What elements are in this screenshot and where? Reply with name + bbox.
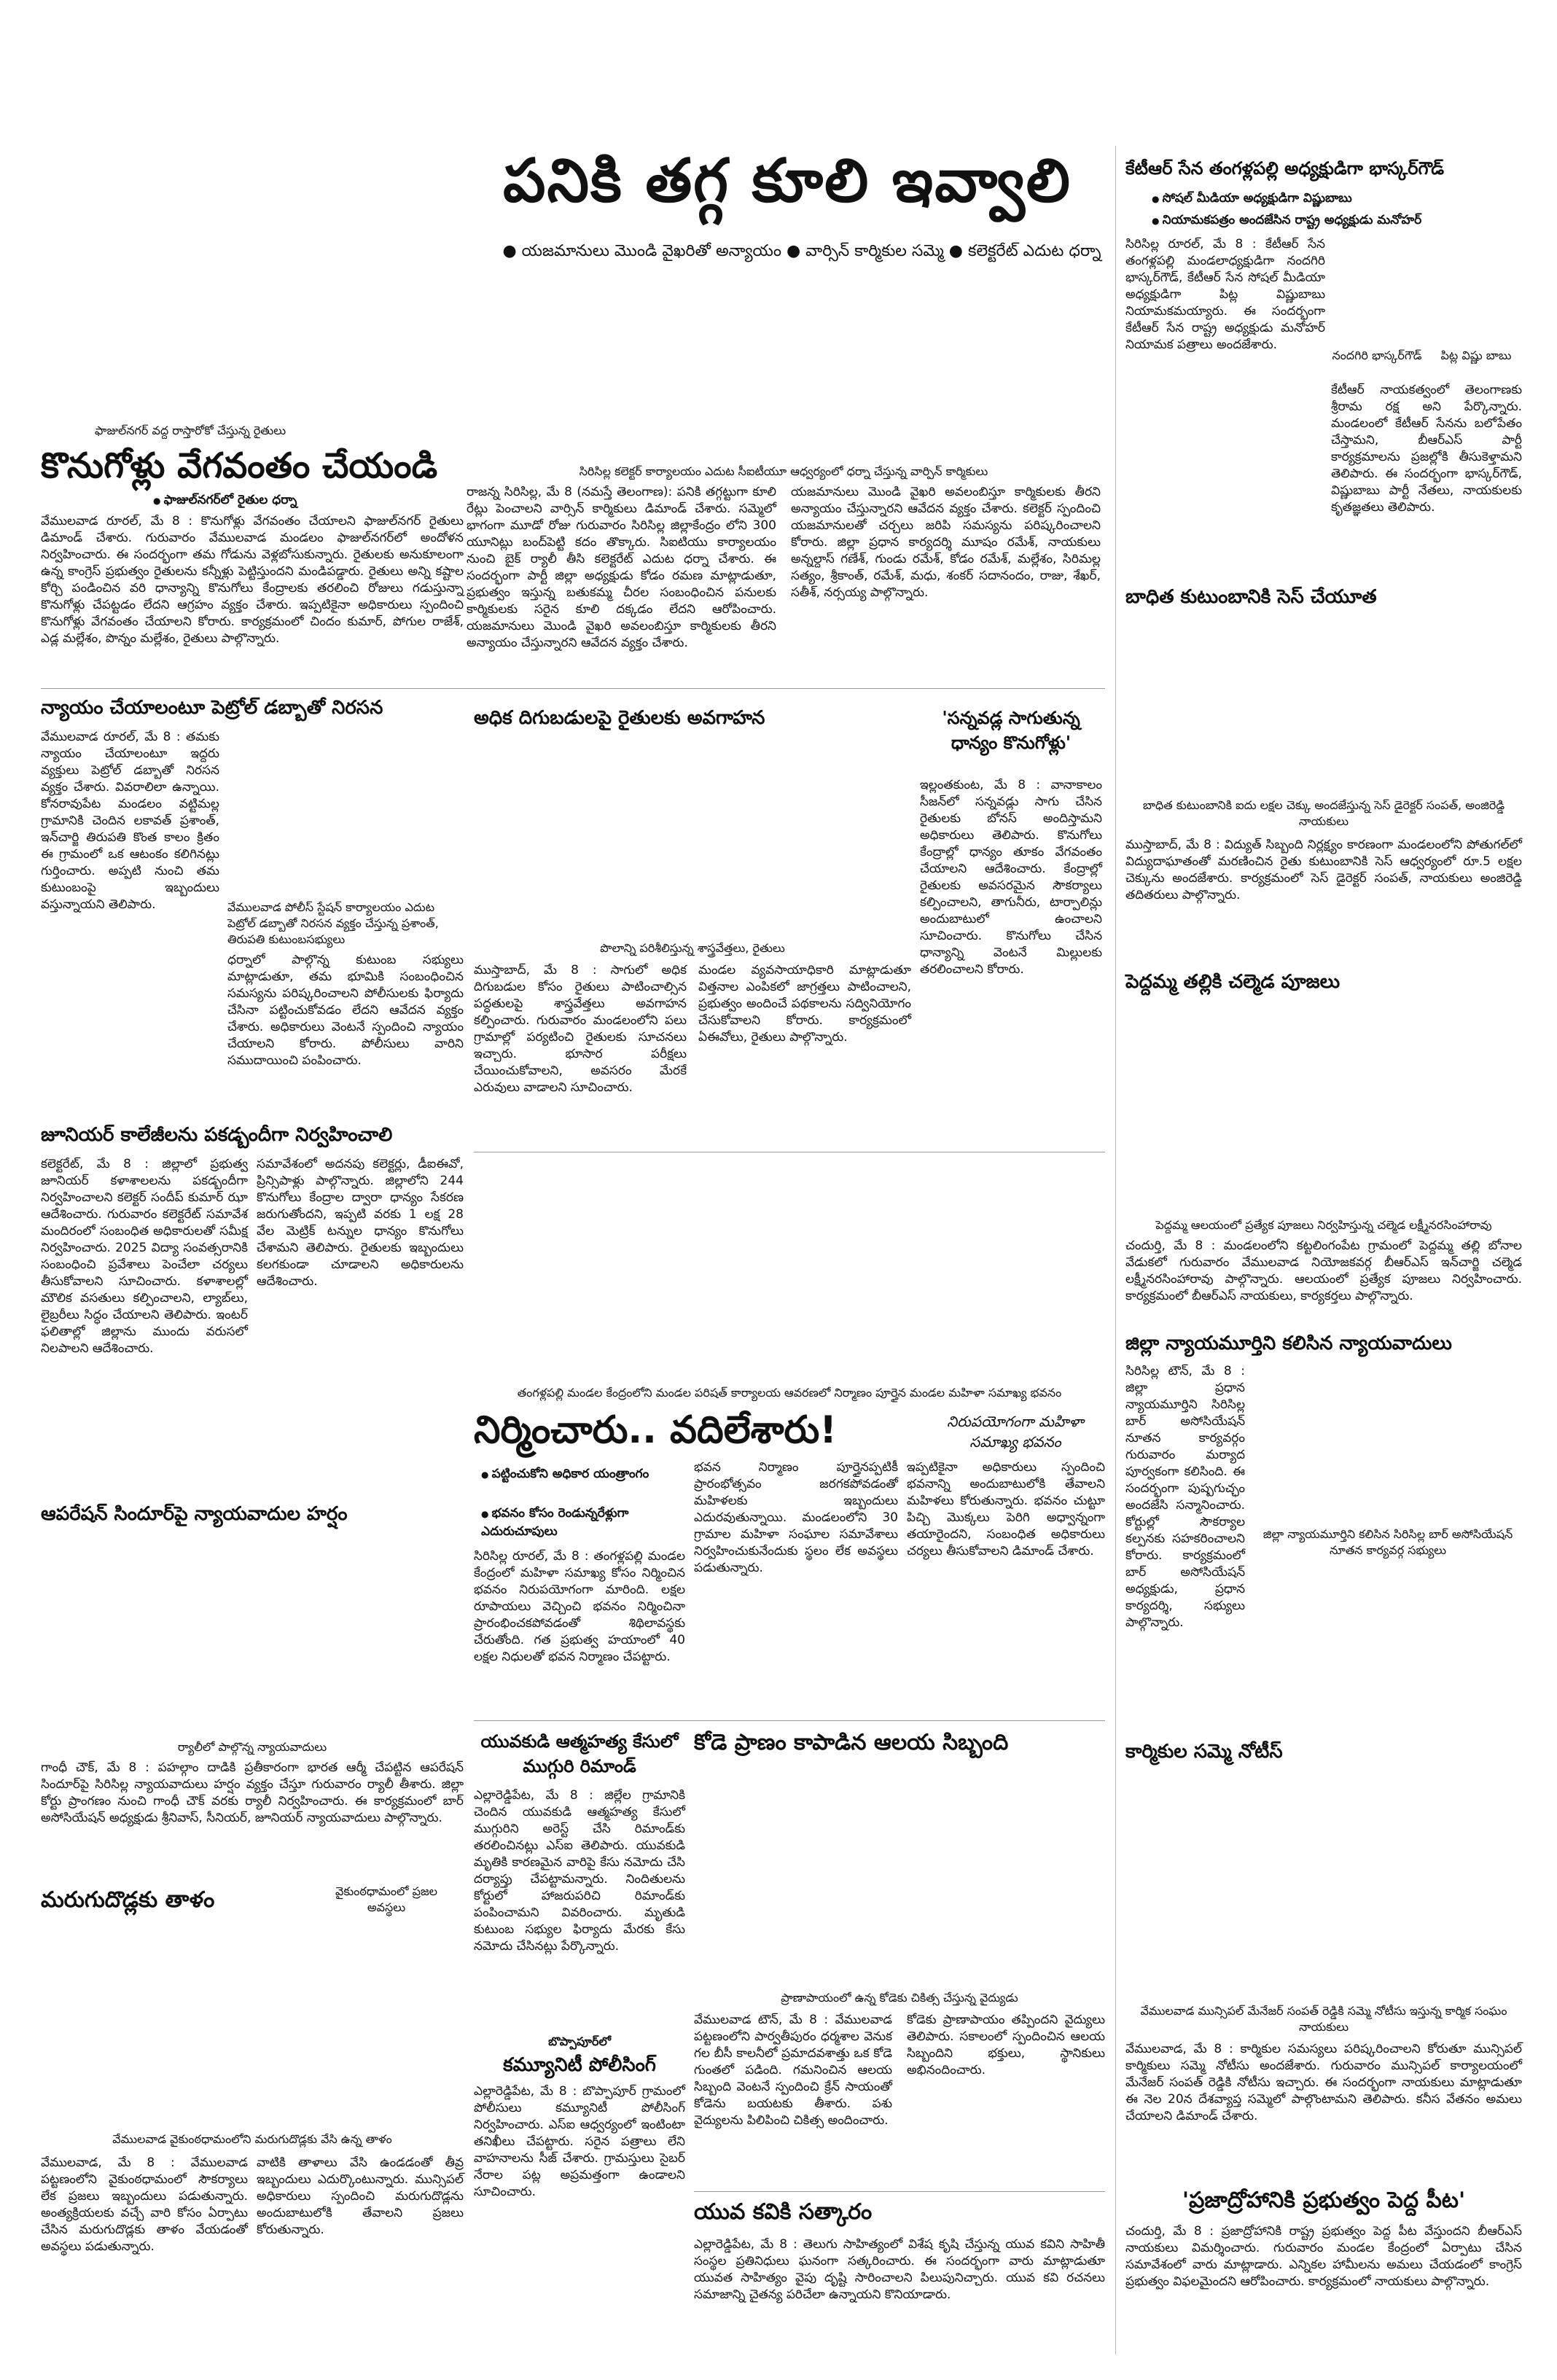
jilla-headline: జిల్లా న్యాయమూర్తిని కలిసిన న్యాయవాదులు bbox=[1125, 1333, 1452, 1354]
adhika-body-left: ముస్తాబాద్, మే 8 : సాగులో అధిక దిగుబడుల కోసం రైతులు పాటించాల్సిన పద్ధతులపై శాస్త్రవేత్తలు అవగాహన కల్పించారు. గురువారం మండలంలోని పలు గ్రామాల్లో పర్యటించి రైతులకు సూచనలు ఇచ్చారు. భూసార పరీక్షలు చేయించుకోవాలని, అవసరం మేరకే ఎరువులు వాడాలని సూచించారు. bbox=[474, 963, 687, 1095]
ktr-bullet-2-text: ● నియామకపత్రం అందజేసిన రాష్ట్ర అధ్యక్షుడు మనోహర్ bbox=[1152, 213, 1421, 227]
marugu-body-right: వాటికి తాళాలు వేసి ఉండడంతో తీవ్ర ఇబ్బందులు ఎదుర్కొంటున్నారు. మున్సిపల్ అధికారులు స్పందించి మరుగుదొడ్లను అందుబాటులోకి తేవాలని ప్రజలు కోరుతున్నారు. bbox=[257, 2155, 464, 2237]
lead-headline: పనికి తగ్గ కూలి ఇవ్వాలి bbox=[503, 146, 1072, 216]
konugollu-kicker: ఫాజుల్‌నగర్‌ వద్ద రాస్తారోకో చేస్తున్న రైతులు bbox=[95, 424, 286, 437]
karmikula-photo-caption: వేములవాడ మున్సిపల్ మేనేజర్ సంపత్ రెడ్డికి సమ్మె నోటీసు ఇస్తున్న కార్మిక సంఘం నాయకులు bbox=[1140, 2004, 1507, 2034]
kode-photo-caption: ప్రాణాపాయంలో ఉన్న కోడెకు చికిత్స చేస్తున్న వైద్యుడు bbox=[781, 1991, 1018, 2005]
ktr-headline: కేటీఆర్ సేన తంగళ్లపల్లి అధ్యక్షుడిగా భాస్కర్‌గౌడ్ bbox=[1125, 158, 1445, 179]
konugollu-headline: కొనుగోళ్లు వేగవంతం చేయండి bbox=[41, 445, 438, 486]
prajadoha-headline: 'ప్రజాద్రోహానికి ప్రభుత్వం పెద్ద పీట' bbox=[1182, 2188, 1466, 2213]
lead-body-right: యజమానులు మొండి వైఖరి అవలంబిస్తూ కార్మికులకు తీరని అన్యాయం చేస్తున్నారని ఆవేదన వ్యక్తం చేశారు. కలెక్టర్ స్పందించి యజమానులతో చర్చలు జరిపి సమస్యను పరిష్కరించాలని కోరారు. జిల్లా ప్రధాన కార్యదర్శి మూషం రమేశ్, నాయకులు అన్నల్దాస్ గణేశ్, గుండు రమేశ్, కోడం రమేశ్, మల్లేశం, సిరిమల్ల సత్యం, శ్రీకాంత్, రమేశ్, మధు, శంకర్ సదానందం, రాజు, శేఖర్, సతీశ్, నర్సయ్య పాల్గొన్నారు. bbox=[791, 485, 1101, 600]
sindoor-headline: ఆపరేషన్ సిందూర్‌పై న్యాయవాదుల హర్షం bbox=[41, 1503, 348, 1525]
konugollu-body: వేములవాడ రూరల్, మే 8 : కొనుగోళ్లు వేగవంతం చేయాలని ఫాజుల్‌నగర్ రైతులు డిమాండ్ చేశారు. గురువారం వేములవాడ మండలం ఫాజుల్‌నగర్‌లో అందోళన నిర్వహించారు. ఈ సందర్భంగా తమ గోడును వెళ్లబోసుకున్నారు. రైతులకు అనుకూలంగా ఉన్న కాంగ్రెస్ ప్రభుత్వం రైతులను కన్నీళ్లు పెట్టిస్తుందని మండిపడ్డారు. రైతులు అన్ని కష్టాల కోర్చి పండించిన వరి ధాన్యాన్ని కొనుగోలు కేంద్రాలకు తరలించి రోజులు గడుస్తున్నా కొనుగోళ్లు చేపట్టడం లేదని ఆగ్రహం వ్యక్తం చేశారు. ఇప్పటికైనా అధికారులు స్పందించి కొనుగోళ్లు వేగవంతం చేయాలని కోరారు. కార్యక్రమంలో చిందం కుమార్, పోగుల రాజేశ్, ఎడ్ల మల్లేశం, పొన్నం మల్లేశం, రైతులు పాల్గొన్నారు. bbox=[41, 514, 464, 646]
junior-body-left: కలెక్టరేట్, మే 8 : జిల్లాలో ప్రభుత్వ జూనియర్ కళాశాలలను పకడ్బందీగా నిర్వహించాలని కలెక్టర్ సందీప్ కుమార్ ఝా ఆదేశించారు. గురువారం కలెక్టరేట్ సమావేశ మందిరంలో సంబంధిత అధికారులతో సమీక్ష నిర్వహించారు. 2025 విద్యా సంవత్సరానికి సంబంధించి ప్రవేశాలు పెంచేలా చర్యలు తీసుకోవాలని సూచించారు. కళాశాలల్లో మౌలిక వసతులు కల్పించాలని, ల్యాబ్‌లు, లైబ్రరీలు సిద్ధం చేయాలని తెలిపారు. ఇంటర్ ఫలితాల్లో జిల్లాను ముందు వరుసలో నిలపాలని ఆదేశించారు. bbox=[41, 1157, 248, 1356]
marugu-body-left: వేములవాడ, మే 8 : వేములవాడ పట్టణంలోని వైకుంఠధామంలో సౌకర్యాలు లేక ప్రజలు ఇబ్బందులు పడుతున్నారు. అంత్యక్రియలకు వచ్చే వారి కోసం ఏర్పాటు చేసిన మరుగుదొడ్లకు తాళం వేయడంతో అవస్థలు పడుతున్నారు. bbox=[41, 2155, 248, 2254]
ktr-photo-1-caption: నందగిరి భాస్కర్‌గౌడ్ bbox=[1332, 348, 1422, 362]
bojjapur-body: ఎల్లారెడ్డిపేట, మే 8 : బొప్పాపూర్ గ్రామంలో పోలీసులు కమ్యూనిటీ పోలీసింగ్ నిర్వహించారు. ఎస్ఐ ఆధ్వర్యంలో ఇంటింటా తనిఖీలు చేపట్టారు. సరైన పత్రాలు లేని వాహనాలను సీజ్ చేశారు. గ్రామస్తులు సైబర్ నేరాల పట్ల అప్రమత్తంగా ఉండాలని సూచించారు. bbox=[474, 2084, 685, 2199]
sannala-body: ఇల్లంతకుంట, మే 8 : వానాకాలం సీజన్‌లో సన్నవడ్లు సాగు చేసిన రైతులకు బోనస్ అందిస్తామని అధికారులు తెలిపారు. కొనుగోలు కేంద్రాల్లో ధాన్యం తూకం వేగవంతం చేయాలని ఆదేశించారు. కేంద్రాల్లో రైతులకు అవసరమైన సౌకర్యాలు కల్పించాలని, తాగునీరు, టార్పాలిన్లు అందుబాటులో ఉంచాలని సూచించారు. కొనుగోలు చేసిన ధాన్యాన్ని వెంటనే మిల్లులకు తరలించాలని కోరారు. bbox=[920, 778, 1102, 977]
yuvakavi-headline: యువ కవికి సత్కారం bbox=[694, 2199, 873, 2225]
lead-photo bbox=[467, 277, 1101, 459]
rule bbox=[694, 2191, 1105, 2192]
lead-photo-caption: సిరిసిల్ల కలెక్టర్ కార్యాలయం ఎదుట సీఐటీయూ ఆధ్వర్యంలో ధర్నా చేస్తున్న వార్పిన్ కార్మికులు bbox=[579, 464, 988, 478]
kode-body-left: వేములవాడ టౌన్, మే 8 : వేములవాడ పట్టణంలోని పార్వతీపురం ధర్మశాల వెనుక గల బీసీ కాలనీలో ప్రమాదవశాత్తు ఒక కోడె గుంతలో పడింది. గమనించిన ఆలయ సిబ్బంది వెంటనే స్పందించి క్రేన్ సాయంతో కోడెను బయటకు తీశారు. పశు వైద్యులను పిలిపించి చికిత్స అందించారు. bbox=[694, 2013, 892, 2128]
adhika-body-right: మండల వ్యవసాయాధికారి మాట్లాడుతూ విత్తనాల ఎంపికలో జాగ్రత్తలు పాటించాలని, ప్రభుత్వం అందించే పథకాలను సద్వినియోగం చేసుకోవాలని కోరారు. కార్యక్రమంలో ఏఈవోలు, రైతులు పాల్గొన్నారు. bbox=[698, 963, 911, 1045]
karmikula-photo bbox=[1125, 1773, 1522, 1999]
marugu-photo-caption: వేములవాడ వైకుంఠధామంలోని మరుగుదొడ్లకు వేసి ఉన్న తాళం bbox=[112, 2132, 392, 2146]
nirmincharu-bullet-2-text: ● భవనం కోసం రెండున్నరేళ్లుగా ఎదురుచూపులు bbox=[481, 1506, 628, 1539]
adhika-photo bbox=[474, 739, 911, 936]
sindoor-photo-caption: ర్యాలీలో పాల్గొన్న న్యాయవాదులు bbox=[177, 1740, 327, 1754]
ktr-body-1: సిరిసిల్ల రూరల్, మే 8 : కేటీఆర్ సేన తంగళ్లపల్లి మండలాధ్యక్షుడిగా నందగిరి భాస్కర్‌గౌడ్, కేటీఆర్ సేన సోషల్ మీడియా అధ్యక్షుడిగా పిట్ల విష్ణుబాబు నియామకమయ్యారు. ఈ సందర్భంగా కేటీఆర్ సేన రాష్ట్ర అధ్యక్షుడు మనోహర్ నియామక పత్రాలు అందజేశారు. bbox=[1125, 237, 1325, 352]
petrol-body-left: వేములవాడ రూరల్, మే 8 : తమకు న్యాయం చేయాలంటూ ఇద్దరు వ్యక్తులు పెట్రోల్ డబ్బాతో నిరసన వ్యక్తం చేశారు. వివరాలిలా ఉన్నాయి. కోనరావుపేట మండలం వట్టిమల్ల గ్రామానికి చెందిన లకావత్ ప్రశాంత్, ఇన్‌చార్జి తిరుపతి కొంత కాలం క్రితం ఈ గ్రామంలో ఒక ఆటంకం కలిగినట్లు గుర్తించారు. అప్పటి నుంచి తమ కుటుంబంపై ఇబ్బందులు వస్తున్నాయని తెలిపారు. bbox=[41, 730, 219, 912]
badhita-photo bbox=[1125, 617, 1522, 792]
lead-subhead: ● యజమానులు మొండి వైఖరితో అన్యాయం ● వార్సిన్ కార్మికుల సమ్మె ● కలెక్టరేట్ ఎదుట ధర్నా bbox=[502, 242, 1101, 260]
nirmincharu-kicker: తంగళ్లపల్లి మండల కేంద్రంలోని మండల పరిషత్ కార్యాలయ ఆవరణలో నిర్మాణం పూర్తైన మండల మహిళా సమాఖ్య భవనం bbox=[517, 1386, 1062, 1400]
karmikula-body: వేములవాడ, మే 8 : కార్మికుల సమస్యలు పరిష్కరించాలని కోరుతూ మున్సిపల్ కార్మికులు సమ్మె నోటీసు అందజేశారు. గురువారం మున్సిపల్ కార్యాలయంలో మేనేజర్ సంపత్ రెడ్డికి నోటీసు ఇచ్చారు. ఈ సందర్భంగా నాయకులు మాట్లాడుతూ ఈ నెల 20న దేశవ్యాప్త సమ్మెలో పాల్గొంటామని తెలిపారు. కనీస వేతనం అమలు చేయాలని డిమాండ్ చేశారు. bbox=[1125, 2042, 1522, 2123]
peddamma-photo-caption: పెద్దమ్మ ఆలయంలో ప్రత్యేక పూజలు నిర్వహిస్తున్న చల్మెడ లక్ష్మీనరసింహారావు bbox=[1155, 1218, 1492, 1232]
karmikula-headline: కార్మికుల సమ్మె నోటీస్ bbox=[1125, 1741, 1283, 1763]
ktr-photo-2-caption: పిట్ల విష్ణు బాబు bbox=[1440, 348, 1512, 362]
jilla-photo-caption: జిల్లా న్యాయమూర్తిని కలిసిన సిరిసిల్ల బార్ అసోసియేషన్ నూతన కార్యవర్గ సభ్యులు bbox=[1263, 1527, 1513, 1557]
nirmincharu-bullet-1 bbox=[481, 1465, 678, 1502]
kode-body-right: కోడెకు ప్రాణాపాయం తప్పిందని వైద్యులు తెలిపారు. సకాలంలో స్పందించిన ఆలయ సిబ్బందిని భక్తులు, స్థానికులు అభినందించారు. bbox=[907, 2013, 1105, 2077]
nirmincharu-body-1: సిరిసిల్ల రూరల్, మే 8 : తంగళ్లపల్లి మండల కేంద్రంలో మహిళా సమాఖ్య కోసం నిర్మించిన భవనం నిరుపయోగంగా మారింది. లక్షల రూపాయలు వెచ్చించి భవనం నిర్మించినా ప్రారంభించకపోవడంతో శిథిలావస్థకు చేరుతోంది. గత ప్రభుత్వ హయాంలో 40 లక్షల నిధులతో భవన నిర్మాణం చేపట్టారు. bbox=[474, 1549, 685, 1664]
jilla-photo bbox=[1254, 1363, 1522, 1523]
ktr-bullet-1-text: ● సోషల్ మీడియా అధ్యక్షుడిగా విష్ణుబాబు bbox=[1152, 191, 1352, 206]
ktr-photo-1 bbox=[1331, 236, 1423, 346]
adhika-photo-caption: పొలాన్ని పరిశీలిస్తున్న శాస్త్రవేత్తలు, రైతులు bbox=[600, 941, 785, 955]
rule bbox=[41, 688, 1105, 689]
petrol-photo-caption: వేములవాడ పోలీస్ స్టేషన్ కార్యాలయం ఎదుట పెట్రోల్ డబ్బాతో నిరసన వ్యక్తం చేస్తున్న ప్రశాంత్, తిరుపతి కుటుంబసభ్యులు bbox=[227, 900, 439, 946]
jilla-body: సిరిసిల్ల టౌన్, మే 8 : జిల్లా ప్రధాన న్యాయమూర్తిని సిరిసిల్ల బార్ అసోసియేషన్ నూతన కార్యవర్గం గురువారం మర్యాద పూర్వకంగా కలిసింది. ఈ సందర్భంగా పుష్పగుచ్ఛం అందజేసి సన్మానించారు. కోర్టుల్లో సౌకర్యాల కల్పనకు సహకరించాలని కోరారు. కార్యక్రమంలో బార్ అసోసియేషన్ అధ్యక్షుడు, ప్రధాన కార్యదర్శి, సభ్యులు పాల్గొన్నారు. bbox=[1125, 1364, 1245, 1630]
nirmincharu-body-3: ఇప్పటికైనా అధికారులు స్పందించి భవనాన్ని అందుబాటులోకి తేవాలని మహిళలు కోరుతున్నారు. భవనం చుట్టూ పిచ్చి మొక్కలు పెరిగి అధ్వాన్నంగా తయారైందని, సంబంధిత అధికారులు చర్యలు తీసుకోవాలని డిమాండ్ చేశారు. bbox=[907, 1460, 1105, 1558]
bojjapur-kicker: బొప్పాపూర్‌లో bbox=[548, 2034, 611, 2048]
nirmincharu-bullet-2 bbox=[481, 1505, 678, 1541]
peddamma-body: చందుర్తి, మే 8 : మండలంలోని కట్టలింగంపేట గ్రామంలో పెద్దమ్మ తల్లి బోనాల వేడుకలో గురువారం వేములవాడ నియోజకవర్గ బీఆర్ఎస్ ఇన్‌చార్జి చల్మెడ లక్ష్మీనరసింహారావు పాల్గొన్నారు. ఆలయంలో ప్రత్యేక పూజలు నిర్వహించారు. కార్యక్రమంలో బీఆర్ఎస్ నాయకులు, కార్యకర్తలు పాల్గొన్నారు. bbox=[1125, 1238, 1522, 1303]
peddamma-headline: పెద్దమ్మ తల్లికి చల్మెడ పూజలు bbox=[1125, 971, 1341, 993]
junior-headline: జూనియర్ కాలేజీలను పకడ్బందీగా నిర్వహించాలి bbox=[41, 1124, 393, 1146]
ktr-body-2: కేటీఆర్ నాయకత్వంలో తెలంగాణకు శ్రీరామ రక్ష అని పేర్కొన్నారు. మండలంలో కేటీఆర్ సేనను బలోపేతం చేస్తామని, బీఆర్ఎస్ పార్టీ కార్యక్రమాలను ప్రజల్లోకి తీసుకెళ్తామని తెలిపారు. ఈ సందర్భంగా భాస్కర్‌గౌడ్, విష్ణుబాబు పార్టీ నేతలు, నాయకులకు కృతజ్ఞతలు తెలిపారు. bbox=[1331, 383, 1522, 515]
nirmincharu-aside: నిరుపయోగంగా మహిళా సమాఖ్య భవనం bbox=[947, 1413, 1084, 1451]
ktr-photo-2 bbox=[1430, 236, 1522, 346]
adhika-headline: అధిక దిగుబడులపై రైతులకు అవగాహన bbox=[474, 707, 765, 729]
peddamma-photo bbox=[1125, 1002, 1522, 1213]
marugu-aside: వైకుంఠధామంలో ప్రజల అవస్థలు bbox=[335, 1884, 437, 1914]
column-divider bbox=[1115, 146, 1116, 2354]
bojjapur-headline: కమ్యూనిటీ పోలీసింగ్ bbox=[503, 2054, 656, 2076]
yuvakudu-body: ఎల్లారెడ్డిపేట, మే 8 : జిల్లేల గ్రామానికి చెందిన యువకుడి ఆత్మహత్య కేసులో ముగ్గురిని అరెస్ట్ చేసి రిమాండ్‌కు తరలించినట్లు ఎస్ఐ తెలిపారు. యువకుడి మృతికి కారణమైన వారిపై కేసు నమోదు చేసి దర్యాప్తు చేపట్టామన్నారు. నిందితులను కోర్టులో హాజరుపరిచి రిమాండ్‌కు పంపించామని వివరించారు. మృతుడి కుటుంబ సభ్యుల ఫిర్యాదు మేరకు కేసు నమోదు చేసినట్లు పేర్కొన్నారు. bbox=[474, 1788, 685, 1954]
ktr-bullet-1 bbox=[1152, 190, 1516, 208]
badhita-headline: బాధిత కుటుంబానికి సెస్ చేయూత bbox=[1125, 586, 1377, 608]
yuvakavi-body: ఎల్లారెడ్డిపేట, మే 8 : తెలుగు సాహిత్యంలో విశేష కృషి చేస్తున్న యువ కవిని సాహితీ సంస్థల ప్రతినిధులు ఘనంగా సత్కరించారు. ఈ సందర్భంగా వారు మాట్లాడుతూ యువత సాహిత్యం వైపు దృష్టి సారించాలని పిలుపునిచ్చారు. యువ కవి రచనలు సమాజాన్ని చైతన్య పరిచేలా ఉన్నాయని కొనియాడారు. bbox=[694, 2237, 1105, 2302]
sindoor-photo bbox=[41, 1535, 464, 1732]
konugollu-photo bbox=[41, 277, 456, 419]
nirmincharu-bullet-1-text: ● పట్టించుకోని అధికార యంత్రాంగం bbox=[481, 1467, 649, 1481]
konugollu-bullet bbox=[153, 491, 394, 510]
marugu-photo bbox=[41, 1924, 464, 2129]
prajadoha-body: చందుర్తి, మే 8 : ప్రజాద్రోహానికి రాష్ట్ర ప్రభుత్వం పెద్ద పీట వేస్తుందని బీఆర్ఎస్ నాయకులు విమర్శించారు. గురువారం మండల కేంద్రంలో ఏర్పాటు చేసిన సమావేశంలో వారు మాట్లాడారు. ఎన్నికల హామీలను అమలు చేయడంలో కాంగ్రెస్ ప్రభుత్వం విఫలమైందని ఆరోపించారు. కార్యక్రమంలో నాయకులు పాల్గొన్నారు. bbox=[1125, 2224, 1522, 2289]
rule bbox=[474, 1720, 1105, 1721]
sannala-headline: 'సన్నవడ్ల సాగుతున్న ధాన్యం కొనుగోళ్లు' bbox=[942, 707, 1080, 753]
badhita-body: ముస్తాబాద్, మే 8 : విద్యుత్ సిబ్బంది నిర్లక్ష్యం కారణంగా మండలంలోని పోతుగల్‌లో విద్యుదాఘాతంతో మరణించిన రైతు కుటుంబానికి సెస్ ఆధ్వర్యంలో రూ.5 లక్షల చెక్కును అందజేశారు. కార్యక్రమంలో సెస్ డైరెక్టర్ సంపత్, నాయకులు అంజిరెడ్డి తదితరులు పాల్గొన్నారు. bbox=[1125, 838, 1522, 902]
petrol-headline: న్యాయం చేయాలంటూ పెట్రోల్ డబ్బాతో నిరసన bbox=[41, 697, 383, 719]
kode-photo bbox=[694, 1767, 1105, 1986]
yuvakudu-headline: యువకుడి ఆత్మహత్య కేసులో ముగ్గురి రిమాండ్ bbox=[480, 1731, 679, 1776]
lead-body-left: రాజన్న సిరిసిల్ల, మే 8 (నమస్తే తెలంగాణ): పనికి తగ్గట్టుగా కూలి రేట్లు పెంచాలని వార్సిన్ కార్మికులు డిమాండ్ చేశారు. సమ్మెలో భాగంగా మూడో రోజు గురువారం సిరిసిల్ల జిల్లాకేంద్రం లోని 300 యూనిట్లు బంద్‌పెట్టి కదం తొక్కారు. సిఐటియు కార్యాలయం నుంచి బైక్ ర్యాలీ తీసి కలెక్టరేట్ ఎదుట ధర్నా చేశారు. ఈ సందర్భంగా పార్టీ జిల్లా అధ్యక్షుడు కోడం రమణ మాట్లాడుతూ, ప్రభుత్వం ఇస్తున్న బతుకమ్మ చీరల సంబంధించిన పనులకు కార్మికులకు సరైన కూలి దక్కడం లేదని ఆరోపించారు. యజమానులు మొండి వైఖరి అవలంబిస్తూ కార్మికులకు తీరని అన్యాయం చేస్తున్నారని ఆవేదన వ్యక్తం చేశారు. bbox=[467, 485, 776, 650]
petrol-photo bbox=[227, 729, 464, 897]
petrol-body-right: ధర్నాలో పాల్గొన్న కుటుంబ సభ్యులు మాట్లాడుతూ, తమ భూమికి సంబంధించిన సమస్యను పరిష్కరించాలని పోలీసులకు ఫిర్యాదు చేసినా పట్టించుకోవడం లేదని ఆవేదన వ్యక్తం చేశారు. అధికారులు వెంటనే స్పందించి న్యాయం చేయాలని కోరారు. పోలీసులు వారిని సముదాయించి పంపించారు. bbox=[227, 953, 464, 1068]
nirmincharu-photo bbox=[474, 1166, 1105, 1378]
kode-headline: కోడె ప్రాణం కాపాడిన ఆలయ సిబ్బంది bbox=[694, 1730, 1009, 1755]
sindoor-body: గాంధీ చౌక్, మే 8 : పహల్గాం దాడికి ప్రతీకారంగా భారత ఆర్మీ చేపట్టిన ఆపరేషన్ సిందూర్‌పై సిరిసిల్ల న్యాయవాదులు హర్షం వ్యక్తం చేస్తూ గురువారం ర్యాలీ తీశారు. జిల్లా కోర్టు ప్రాంగణం నుంచి గాంధీ చౌక్ వరకు ర్యాలీ నిర్వహించారు. ఈ కార్యక్రమంలో బార్ అసోసియేషన్ అధ్యక్షుడు శ్రీనివాస్, సీనియర్, జూనియర్ న్యాయవాదులు పాల్గొన్నారు. bbox=[41, 1760, 464, 1825]
marugu-headline: మరుగుదొడ్లకు తాళం bbox=[41, 1887, 215, 1913]
konugollu-bullet-text: ● ఫాజుల్‌నగర్‌లో రైతుల ధర్నా bbox=[153, 493, 297, 507]
nirmincharu-body-2: భవన నిర్మాణం పూర్తైనప్పటికీ ప్రారంభోత్సవం జరగకపోవడంతో మహిళలకు ఇబ్బందులు ఎదురవుతున్నాయి. మండలంలోని 30 గ్రామాల మహిళా సంఘాల సమావేశాలు నిర్వహించుకునేందుకు స్థలం లేక అవస్థలు పడుతున్నారు. bbox=[694, 1460, 898, 1575]
badhita-photo-caption: బాధిత కుటుంబానికి ఐదు లక్షల చెక్కు అందజేస్తున్న సెస్ డైరెక్టర్ సంపత్, అంజిరెడ్డి నాయకులు bbox=[1142, 798, 1505, 828]
ktr-bullet-2 bbox=[1152, 211, 1516, 230]
nirmincharu-headline: నిర్మించారు.. వదిలేశారు! bbox=[474, 1408, 838, 1452]
junior-body-right: సమావేశంలో అదనపు కలెక్టర్లు, డీఐఈవో, ప్రిన్సిపాళ్లు పాల్గొన్నారు. జిల్లాలోని 244 కొనుగోలు కేంద్రాల ద్వారా ధాన్యం సేకరణ జరుగుతోందని, ఇప్పటి వరకు 1 లక్ష 28 వేల మెట్రిక్ టన్నుల ధాన్యం కొనుగోలు చేశామని తెలిపారు. రైతులకు ఇబ్బందులు కలగకుండా చూడాలని అధికారులను ఆదేశించారు. bbox=[257, 1157, 464, 1289]
